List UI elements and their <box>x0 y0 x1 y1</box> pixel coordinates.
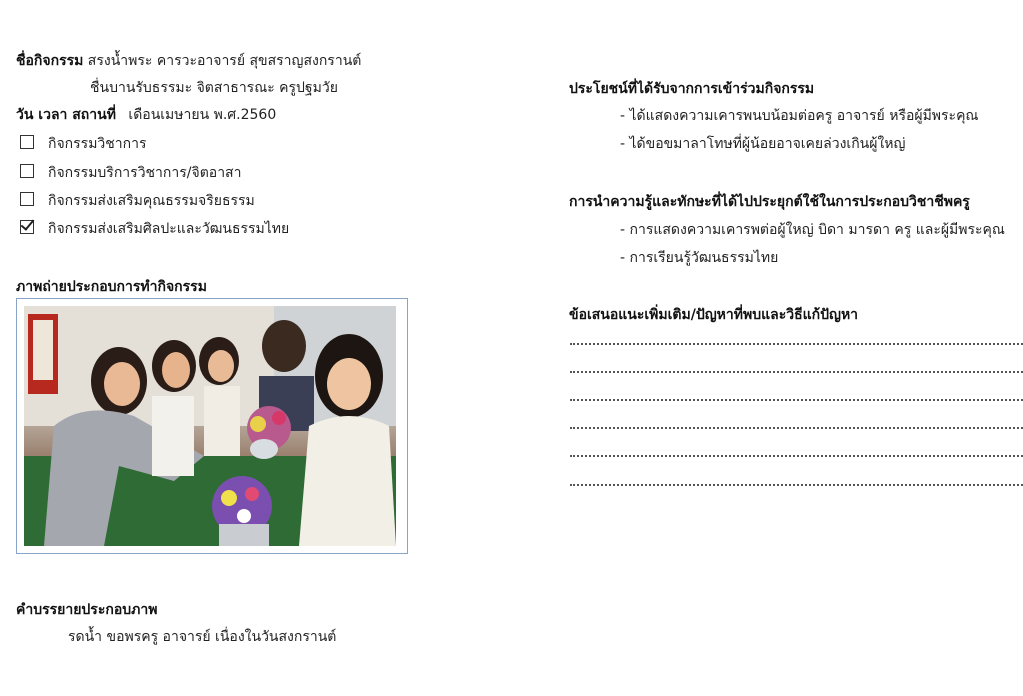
suggestion-line[interactable] <box>570 343 1023 345</box>
checkbox-item-art-culture[interactable] <box>20 218 289 240</box>
benefits-heading: ประโยชน์ที่ได้รับจากการเข้าร่วมกิจกรรม <box>569 81 815 97</box>
checkbox-label: กิจกรรมบริการวิชาการ/จิตอาสา <box>48 165 242 181</box>
caption-text: รดน้ำ ขอพรครู อาจารย์ เนื่องในวันสงกรานต์ <box>68 629 337 645</box>
activity-name-line2: ชื่นบานรับธรรมะ จิตสาธารณะ ครูปฐมวัย <box>90 80 338 96</box>
checkbox-item-academic-service[interactable] <box>20 162 241 184</box>
suggestion-line[interactable] <box>570 455 1023 457</box>
checkbox-label: กิจกรรมวิชาการ <box>48 136 147 152</box>
suggestion-line[interactable] <box>570 484 1023 486</box>
suggestion-line[interactable] <box>570 399 1023 401</box>
benefit-item: - ได้ขอขมาลาโทษที่ผู้น้อยอาจเคยล่วงเกินผู้ใหญ่ <box>620 136 906 152</box>
application-heading: การนำความรู้และทักษะที่ได้ไปประยุกต์ใช้ในการประกอบวิชาชีพครู <box>569 194 970 210</box>
checkbox-label: กิจกรรมส่งเสริมคุณธรรมจริยธรรม <box>48 193 255 209</box>
benefit-item: - ได้แสดงความเคารพนบน้อมต่อครู อาจารย์ หรือผู้มีพระคุณ <box>620 108 979 124</box>
checkbox-unchecked-icon[interactable] <box>20 164 34 178</box>
checkbox-item-academic[interactable] <box>20 133 147 155</box>
datetime-value: เดือนเมษายน พ.ศ.2560 <box>128 107 277 123</box>
suggestion-line[interactable] <box>570 371 1023 373</box>
datetime-row <box>16 104 276 126</box>
datetime-label: วัน เวลา สถานที่ <box>16 107 116 123</box>
photo-heading: ภาพถ่ายประกอบการทำกิจกรรม <box>16 279 207 295</box>
activity-name-label: ชื่อกิจกรรม <box>16 53 84 69</box>
activity-name-row <box>16 50 361 72</box>
suggestion-heading: ข้อเสนอแนะเพิ่มเติม/ปัญหาที่พบและวิธีแก้ปัญหา <box>569 307 859 323</box>
activity-photo <box>24 306 396 546</box>
suggestion-line[interactable] <box>570 427 1023 429</box>
activity-name-line1: สรงน้ำพระ คารวะอาจารย์ สุขสราญสงกรานต์ <box>87 53 362 69</box>
checkbox-item-morality[interactable] <box>20 190 255 212</box>
activity-photo-illustration <box>24 306 396 546</box>
checkbox-checked-icon[interactable] <box>20 220 34 234</box>
checkbox-unchecked-icon[interactable] <box>20 192 34 206</box>
checkbox-label: กิจกรรมส่งเสริมศิลปะและวัฒนธรรมไทย <box>48 221 290 237</box>
application-item: - การเรียนรู้วัฒนธรรมไทย <box>620 250 779 266</box>
activity-photo-frame <box>16 298 408 554</box>
application-item: - การแสดงความเคารพต่อผู้ใหญ่ บิดา มารดา ครู และผู้มีพระคุณ <box>620 222 1005 238</box>
checkbox-unchecked-icon[interactable] <box>20 135 34 149</box>
caption-heading: คำบรรยายประกอบภาพ <box>16 602 158 618</box>
